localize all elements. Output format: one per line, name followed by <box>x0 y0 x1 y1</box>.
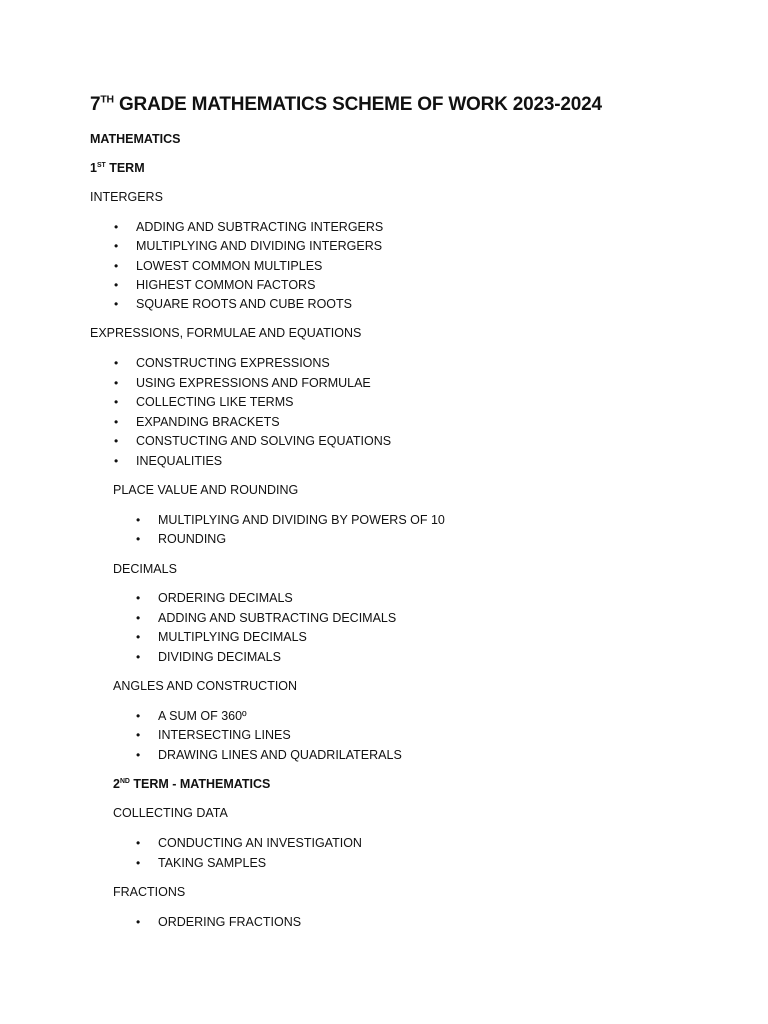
list-item: • INEQUALITIES <box>114 454 223 468</box>
list-item: • A SUM OF 360º <box>136 709 247 723</box>
list-item: • USING EXPRESSIONS AND FORMULAE <box>114 376 371 390</box>
section-heading-angles: ANGLES AND CONSTRUCTION <box>113 679 298 693</box>
section-heading-decimals: DECIMALS <box>113 562 177 576</box>
list-item: • CONSTUCTING AND SOLVING EQUATIONS <box>114 434 392 448</box>
section-heading-fractions: FRACTIONS <box>113 885 186 899</box>
list-item: • ROUNDING <box>136 532 227 546</box>
list-item: • CONDUCTING AN INVESTIGATION <box>136 836 362 850</box>
list-item: • EXPANDING BRACKETS <box>114 415 280 429</box>
section-heading-integers: INTERGERS <box>90 190 163 204</box>
list-item: • CONSTRUCTING EXPRESSIONS <box>114 356 330 370</box>
list-item: • TAKING SAMPLES <box>136 856 267 870</box>
section-heading-expressions: EXPRESSIONS, FORMULAE AND EQUATIONS <box>90 326 362 340</box>
list-item: • ADDING AND SUBTRACTING INTERGERS <box>114 220 384 234</box>
section-heading-place-value: PLACE VALUE AND ROUNDING <box>113 483 299 497</box>
list-item: • SQUARE ROOTS AND CUBE ROOTS <box>114 297 353 311</box>
list-item: • MULTIPLYING DECIMALS <box>136 630 307 644</box>
list-item: • HIGHEST COMMON FACTORS <box>114 278 316 292</box>
section-heading-collecting-data: COLLECTING DATA <box>113 806 228 820</box>
list-item: • INTERSECTING LINES <box>136 728 291 742</box>
page-title: 7TH GRADE MATHEMATICS SCHEME OF WORK 2023-2024 <box>90 94 602 115</box>
list-item: • DRAWING LINES AND QUADRILATERALS <box>136 748 402 762</box>
term-2-heading: 2ND TERM - MATHEMATICS <box>113 777 271 791</box>
subject-heading: MATHEMATICS <box>90 132 181 146</box>
list-item: • ADDING AND SUBTRACTING DECIMALS <box>136 611 397 625</box>
term-1-heading: 1ST TERM <box>90 161 145 175</box>
list-item: • LOWEST COMMON MULTIPLES <box>114 259 323 273</box>
list-item: • MULTIPLYING AND DIVIDING INTERGERS <box>114 239 383 253</box>
list-item: • COLLECTING LIKE TERMS <box>114 395 294 409</box>
list-item: • DIVIDING DECIMALS <box>136 650 281 664</box>
list-item: • MULTIPLYING AND DIVIDING BY POWERS OF 10 <box>136 513 445 527</box>
list-item: • ORDERING FRACTIONS <box>136 915 302 929</box>
list-item: • ORDERING DECIMALS <box>136 591 293 605</box>
